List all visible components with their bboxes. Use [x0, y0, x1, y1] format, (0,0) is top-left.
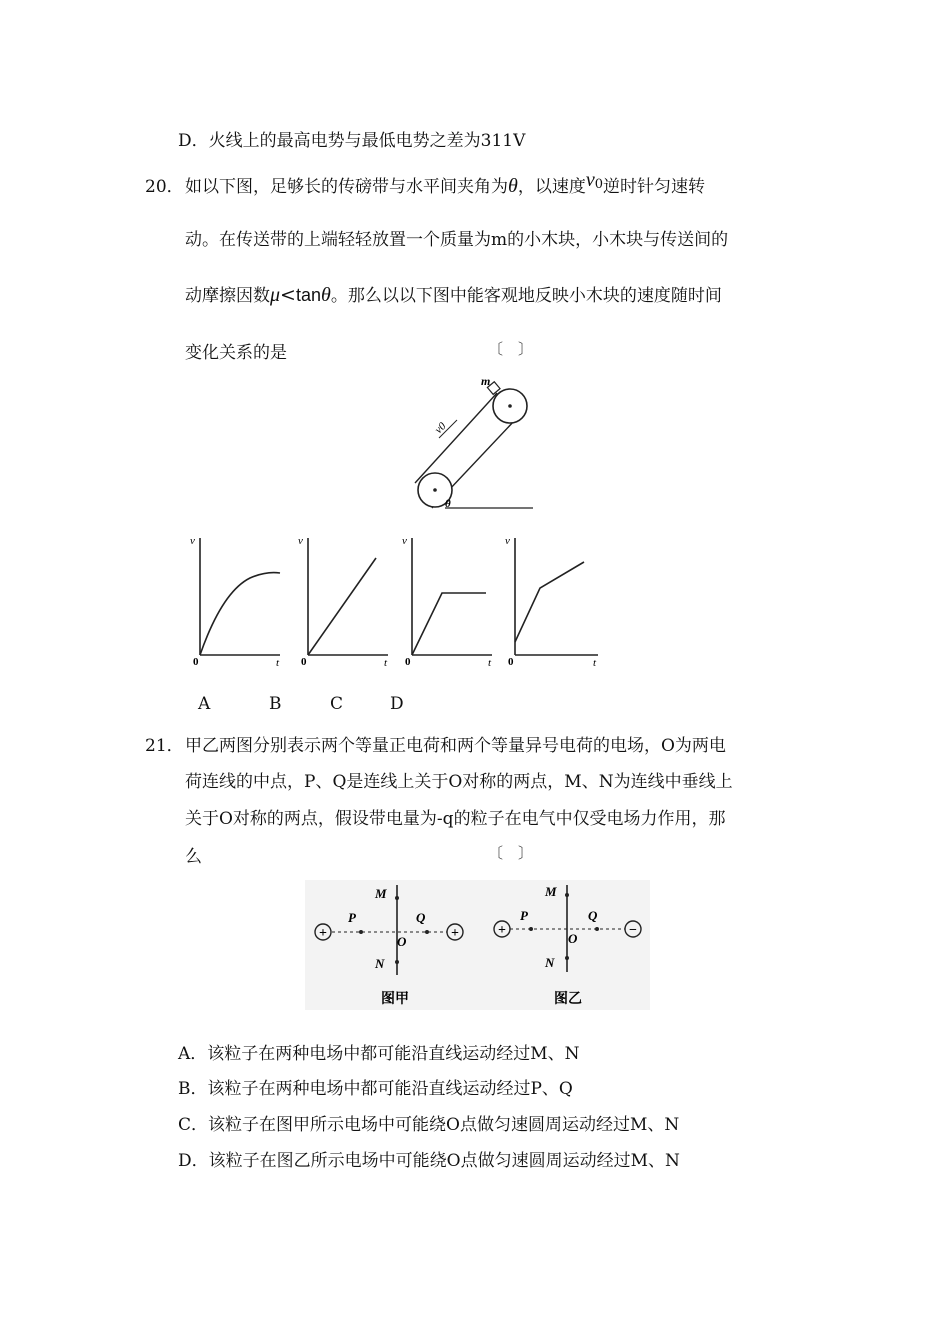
graph-c	[402, 535, 492, 669]
graph-d-t-label: t	[593, 657, 597, 669]
jia-label-q: Q	[416, 910, 426, 925]
label-v0: v0	[432, 420, 449, 437]
q20-line1-b: ，以速度	[517, 177, 586, 197]
theta-symbol: θ	[508, 175, 518, 197]
jia-point-q	[425, 930, 429, 934]
yi-label-p: P	[520, 908, 528, 923]
jia-point-m	[395, 896, 399, 900]
jia-label-o: O	[397, 934, 407, 949]
graph-label-b: B	[269, 694, 282, 714]
lower-pulley-axle	[433, 488, 437, 492]
q21-line3: 关于O对称的两点，假设带电量为-q的粒子在电气中仅受电场力作用，那	[185, 809, 726, 829]
yi-point-m	[565, 893, 569, 897]
yi-label-n: N	[545, 955, 555, 970]
graph-d-origin: 0	[508, 656, 514, 668]
jia-right-charge-sign: +	[451, 926, 459, 941]
v-symbol: v	[585, 169, 595, 191]
electric-field-figure	[305, 880, 650, 1010]
jia-left-charge-sign: +	[319, 926, 327, 941]
figure-background	[305, 880, 650, 1010]
jia-label-m: M	[375, 886, 387, 901]
graph-b	[298, 535, 388, 669]
graph-c-line	[412, 593, 486, 655]
yi-label-o: O	[568, 931, 578, 946]
graph-a-t-label: t	[276, 657, 280, 669]
q20-line3-a: 动摩擦因数	[185, 286, 270, 306]
yi-point-n	[565, 956, 569, 960]
q20-line4: 变化关系的是	[185, 343, 287, 363]
graph-d	[505, 535, 598, 669]
q21-option-d: D．该粒子在图乙所示电场中可能绕O点做匀速圆周运动经过M、N	[178, 1151, 680, 1171]
jia-point-p	[359, 930, 363, 934]
q21-option-a: A．该粒子在两种电场中都可能沿直线运动经过M、N	[178, 1044, 580, 1064]
jia-label-n: N	[375, 956, 385, 971]
yi-label-m: M	[545, 884, 557, 899]
jia-label-p: P	[348, 910, 356, 925]
yi-left-charge-sign: +	[498, 923, 506, 938]
graph-label-d: D	[390, 694, 404, 714]
q21-option-b: B．该粒子在两种电场中都可能沿直线运动经过P、Q	[178, 1079, 573, 1099]
graph-a-origin: 0	[193, 656, 199, 668]
q20-answer-bracket: 〔 〕	[488, 340, 534, 358]
yi-label-q: Q	[588, 908, 598, 923]
label-theta: θ	[445, 498, 451, 510]
q20-line3-b: 。那么以以下图中能客观地反映小木块的速度随时间	[330, 286, 722, 306]
vt-graphs	[180, 530, 610, 675]
theta-symbol-2: θ	[321, 284, 331, 306]
q20-number: 20．	[145, 177, 184, 197]
q20-line2: 动。在传送带的上端轻轻放置一个质量为m的小木块，小木块与传送间的	[185, 230, 729, 250]
q21-line2: 荷连线的中点，P、Q是连线上关于O对称的两点，M、N为连线中垂线上	[185, 772, 733, 792]
graph-d-line	[515, 562, 584, 642]
graph-c-v-label: v	[402, 535, 407, 547]
graph-a-v-label: v	[190, 535, 195, 547]
q21-line1: 甲乙两图分别表示两个等量正电荷和两个等量异号电荷的电场，O为两电	[185, 736, 726, 756]
graph-b-v-label: v	[298, 535, 303, 547]
tan-text: tan	[295, 285, 321, 305]
graph-b-line	[308, 558, 376, 655]
q20-line1-c: 逆时针匀速转	[603, 177, 705, 197]
caption-jia: 图甲	[381, 992, 409, 1007]
graph-d-v-label: v	[505, 535, 510, 547]
yi-point-q	[595, 927, 599, 931]
graph-a-curve	[200, 573, 280, 655]
conveyor-figure	[405, 370, 535, 515]
q21-number: 21．	[145, 736, 184, 756]
q20-line3	[185, 281, 722, 307]
yi-right-charge-sign: −	[629, 923, 637, 938]
q20-line1	[185, 169, 705, 198]
caption-yi: 图乙	[554, 992, 582, 1007]
graph-c-origin: 0	[405, 656, 411, 668]
q21-answer-bracket: 〔 〕	[488, 844, 534, 862]
belt-top-line	[415, 393, 497, 483]
graph-b-t-label: t	[384, 657, 388, 669]
mu-symbol: μ	[270, 284, 281, 306]
graph-a	[190, 535, 280, 669]
label-m: m	[481, 374, 491, 388]
jia-point-n	[395, 960, 399, 964]
upper-pulley-axle	[508, 404, 512, 408]
graph-label-a: A	[198, 694, 211, 714]
graph-c-t-label: t	[488, 657, 492, 669]
q21-line4: 么	[185, 847, 202, 867]
q20-line1-a: 如以下图，足够长的传磅带与水平间夹角为	[185, 177, 508, 197]
q19-option-d: D．火线上的最高电势与最低电势之差为311V	[178, 131, 526, 151]
graph-label-c: C	[330, 694, 344, 714]
q21-option-c: C．该粒子在图甲所示电场中可能绕O点做匀速圆周运动经过M、N	[178, 1115, 680, 1135]
v-subscript: 0	[594, 177, 603, 192]
less-than-symbol: <	[280, 284, 296, 306]
yi-point-p	[529, 927, 533, 931]
graph-b-origin: 0	[301, 656, 307, 668]
